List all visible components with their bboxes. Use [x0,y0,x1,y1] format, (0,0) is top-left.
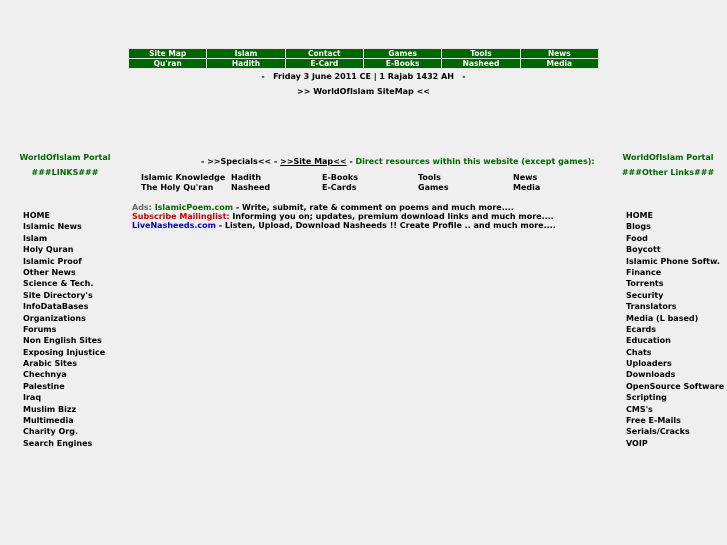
ad-line-3-text: - Listen, Upload, Download Nasheeds !! Create Profile .. and much more.... [215,221,556,230]
date-line: - Friday 3 June 2011 CE | 1 Rajab 1432 AH - [261,72,466,81]
left-link-muslim-bizz[interactable]: Muslim Bizz [23,404,77,414]
ad-line-1-text: - Write, submit, rate & comment on poems and much more.... [233,203,514,212]
res-news[interactable]: News [513,173,538,182]
left-link-islamic-proof[interactable]: Islamic Proof [23,256,82,266]
ad-line-2 [132,212,554,221]
nav-news[interactable]: News [520,49,598,59]
nav-games[interactable]: Games [363,49,441,59]
left-link-chechnya[interactable]: Chechnya [23,370,67,380]
left-link-site-directory-s[interactable]: Site Directory's [23,290,93,300]
right-link-ecards[interactable]: Ecards [626,324,657,334]
ad-islamicpoem-link[interactable]: IslamicPoem.com [154,203,234,212]
right-link-education[interactable]: Education [626,336,671,346]
right-link-finance[interactable]: Finance [626,267,662,277]
right-link-boycott[interactable]: Boycott [626,245,661,255]
right-link-scripting[interactable]: Scripting [626,393,667,403]
right-link-downloads[interactable]: Downloads [626,370,676,380]
right-link-uploaders[interactable]: Uploaders [626,359,672,369]
left-link-non-english-sites[interactable]: Non English Sites [23,336,102,346]
left-link-holy-quran[interactable]: Holy Quran [23,245,74,255]
right-link-serials-cracks[interactable]: Serials/Cracks [626,427,690,437]
right-link-home[interactable]: HOME [626,211,653,220]
top-nav-table [128,48,599,69]
right-link-islamic-phone-softw[interactable]: Islamic Phone Softw. [626,256,720,266]
top-nav [128,48,599,69]
right-link-translators[interactable]: Translators [626,302,677,312]
right-link-free-e-mails[interactable]: Free E-Mails [626,416,681,426]
ad-line-3 [132,221,556,230]
right-links-list [626,210,726,449]
left-link-exposing-injustice[interactable]: Exposing Injustice [23,347,106,357]
left-portal-title: WorldOfIslam Portal [19,153,111,162]
left-link-palestine[interactable]: Palestine [23,381,65,391]
right-link-torrents[interactable]: Torrents [626,279,664,289]
nav-hadith[interactable]: Hadith [207,59,285,69]
nav-contact[interactable]: Contact [285,49,363,59]
nav-nasheed[interactable]: Nasheed [442,59,520,69]
left-link-science-tech[interactable]: Science & Tech. [23,279,94,289]
right-portal-title: WorldOfIslam Portal [622,153,714,162]
res-ebooks[interactable]: E-Books [322,173,358,182]
right-link-security[interactable]: Security [626,290,664,300]
right-link-cms-s[interactable]: CMS's [626,404,653,414]
ads-label: Ads: [132,203,152,212]
ad-line-1 [132,203,514,212]
ad-line-2-text: Informing you on; updates, premium download links and much more.... [229,212,554,221]
nav-site-map[interactable]: Site Map [129,49,207,59]
nav-media[interactable]: Media [520,59,598,69]
left-link-iraq[interactable]: Iraq [23,393,42,403]
res-games[interactable]: Games [418,183,449,192]
left-links-heading: ###LINKS### [31,168,99,177]
left-link-infodatabases[interactable]: InfoDataBases [23,302,89,312]
right-link-food[interactable]: Food [626,233,648,243]
res-holy-quran[interactable]: The Holy Qu'ran [141,183,214,192]
right-link-opensource-software[interactable]: OpenSource Software [626,381,725,391]
nav-tools[interactable]: Tools [442,49,520,59]
res-islamic-knowledge[interactable]: Islamic Knowledge [141,173,226,182]
left-link-arabic-sites[interactable]: Arabic Sites [23,359,78,369]
nav-ebooks[interactable]: E-Books [363,59,441,69]
nav-quran[interactable]: Qu'ran [129,59,207,69]
nav-ecard[interactable]: E-Card [285,59,363,69]
left-link-multimedia[interactable]: Multimedia [23,416,74,426]
res-ecards[interactable]: E-Cards [322,183,357,192]
specials-description: Direct resources within this website (except games): [355,157,595,166]
specials-label: - >>Specials<< - [201,157,278,166]
nav-islam[interactable]: Islam [207,49,285,59]
specials-sitemap-link[interactable]: >>Site Map<< [280,157,347,166]
left-link-home[interactable]: HOME [23,211,50,220]
res-hadith[interactable]: Hadith [231,173,262,182]
res-nasheed[interactable]: Nasheed [231,183,271,192]
right-link-blogs[interactable]: Blogs [626,222,651,232]
left-links-list [23,210,123,449]
left-link-organizations[interactable]: Organizations [23,313,86,323]
right-link-media-l-based[interactable]: Media (L based) [626,313,699,323]
sitemap-title: >> WorldOfIslam SiteMap << [297,87,430,96]
left-link-search-engines[interactable]: Search Engines [23,438,93,448]
left-link-charity-org[interactable]: Charity Org. [23,427,78,437]
ad-mailinglist-link[interactable]: Subscribe Mailinglist: [132,212,230,221]
left-link-other-news[interactable]: Other News [23,267,76,277]
res-media[interactable]: Media [513,183,541,192]
right-links-heading: ###Other Links### [621,168,715,177]
res-tools[interactable]: Tools [418,173,441,182]
specials-line [201,157,595,166]
ad-livenasheeds-link[interactable]: LiveNasheeds.com [132,221,216,230]
left-link-forums[interactable]: Forums [23,324,57,334]
specials-separator: - [346,157,353,166]
left-link-islamic-news[interactable]: Islamic News [23,222,82,232]
right-link-voip[interactable]: VOIP [626,438,648,448]
right-link-chats[interactable]: Chats [626,347,652,357]
left-link-islam[interactable]: Islam [23,233,48,243]
